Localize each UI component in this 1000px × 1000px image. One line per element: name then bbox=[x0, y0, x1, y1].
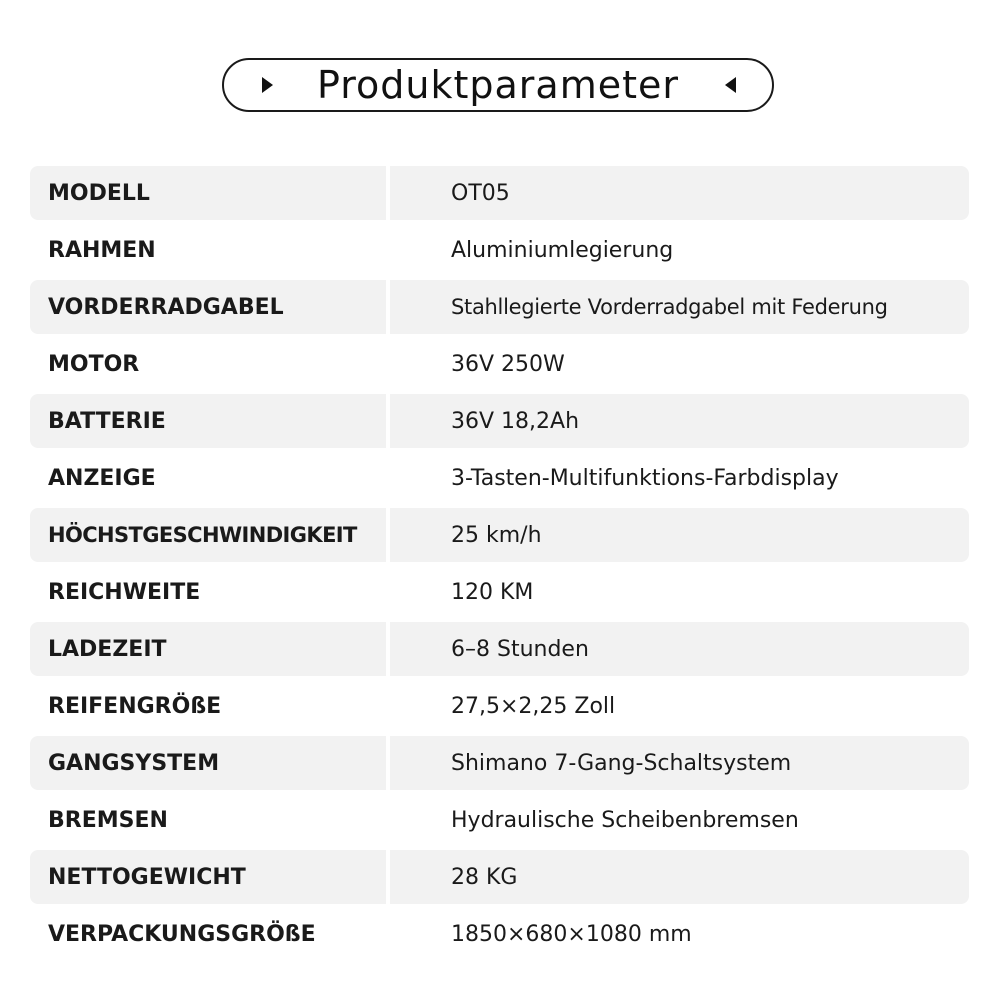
spec-label: VERPACKUNGSGRÖßE bbox=[48, 921, 316, 947]
spec-row-verpackungsgroesse bbox=[30, 907, 969, 961]
spec-label: BREMSEN bbox=[48, 807, 168, 833]
spec-table bbox=[30, 166, 969, 964]
spec-label: ANZEIGE bbox=[48, 465, 156, 491]
spec-row-hoechstgeschwindigkeit bbox=[30, 508, 969, 562]
triangle-right-icon bbox=[262, 77, 273, 93]
spec-value: Shimano 7-Gang-Schaltsystem bbox=[451, 750, 792, 776]
spec-row-batterie bbox=[30, 394, 969, 448]
spec-value: Aluminiumlegierung bbox=[451, 237, 674, 263]
spec-row-motor bbox=[30, 337, 969, 391]
spec-label: REICHWEITE bbox=[48, 579, 201, 605]
spec-row-reichweite bbox=[30, 565, 969, 619]
title-banner bbox=[222, 58, 774, 112]
spec-label: LADEZEIT bbox=[48, 636, 167, 662]
spec-row-modell bbox=[30, 166, 969, 220]
spec-row-gangsystem bbox=[30, 736, 969, 790]
triangle-left-icon bbox=[725, 77, 736, 93]
spec-row-ladezeit bbox=[30, 622, 969, 676]
spec-value: Hydraulische Scheibenbremsen bbox=[451, 807, 799, 833]
spec-label: GANGSYSTEM bbox=[48, 750, 220, 776]
spec-value: 6–8 Stunden bbox=[451, 636, 589, 662]
spec-value: 36V 18,2Ah bbox=[451, 408, 580, 434]
spec-value: 120 KM bbox=[451, 579, 534, 605]
spec-value: Stahllegierte Vorderradgabel mit Federung bbox=[451, 295, 888, 319]
spec-label: NETTOGEWICHT bbox=[48, 864, 246, 890]
spec-value: 36V 250W bbox=[451, 351, 565, 377]
spec-value: 3-Tasten-Multifunktions-Farbdisplay bbox=[451, 465, 839, 491]
spec-label: VORDERRADGABEL bbox=[48, 294, 284, 320]
spec-row-nettogewicht bbox=[30, 850, 969, 904]
spec-row-bremsen bbox=[30, 793, 969, 847]
spec-label: BATTERIE bbox=[48, 408, 166, 434]
spec-row-vorderradgabel bbox=[30, 280, 969, 334]
page-title: Produktparameter bbox=[316, 63, 679, 107]
spec-label: MOTOR bbox=[48, 351, 140, 377]
spec-row-rahmen bbox=[30, 223, 969, 277]
spec-row-reifengroesse bbox=[30, 679, 969, 733]
spec-label: HÖCHSTGESCHWINDIGKEIT bbox=[48, 523, 357, 547]
spec-row-anzeige bbox=[30, 451, 969, 505]
spec-value: 1850×680×1080 mm bbox=[451, 921, 692, 947]
spec-value: OT05 bbox=[451, 180, 510, 206]
spec-label: MODELL bbox=[48, 180, 150, 206]
spec-value: 28 KG bbox=[451, 864, 518, 890]
spec-label: RAHMEN bbox=[48, 237, 156, 263]
spec-label: REIFENGRÖßE bbox=[48, 693, 222, 719]
spec-value: 27,5×2,25 Zoll bbox=[451, 693, 616, 719]
spec-value: 25 km/h bbox=[451, 522, 542, 548]
